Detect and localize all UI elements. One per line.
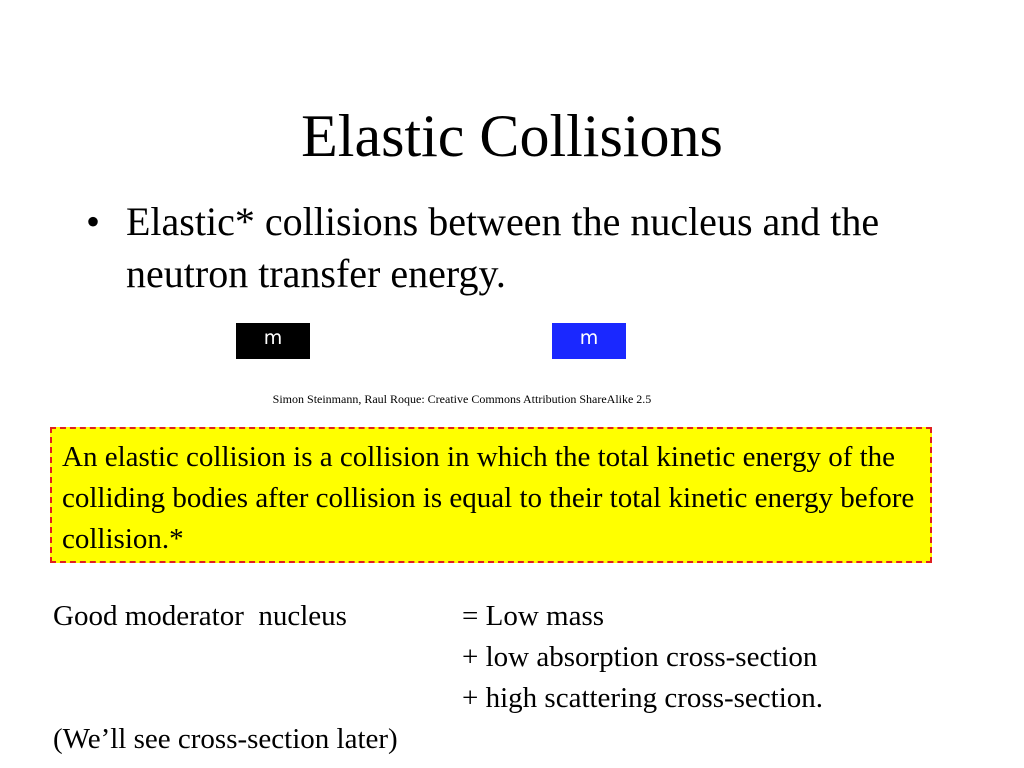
bullet-mark: • xyxy=(86,199,101,244)
mass-box-blue: m xyxy=(552,323,626,359)
moderator-row-2 xyxy=(53,637,953,678)
moderator-block xyxy=(53,596,953,760)
definition-box xyxy=(50,427,932,563)
bullet-text: Elastic* collisions between the nucleus and the neutron transfer energy. xyxy=(126,199,880,296)
moderator-row-3 xyxy=(53,678,953,719)
bullet-point xyxy=(86,196,956,300)
moderator-line-2: + low absorption cross-section xyxy=(462,641,818,673)
moderator-note: (We’ll see cross-section later) xyxy=(53,723,398,755)
moderator-row-1 xyxy=(53,596,953,637)
definition-text: An elastic collision is a collision in which the total kinetic energy of the colliding bodies after collision is equal to their total kinetic energy before collision.* xyxy=(62,441,915,555)
moderator-line-3: + high scattering cross-section. xyxy=(462,682,824,714)
moderator-line-1: = Low mass xyxy=(462,600,605,632)
moderator-label: Good moderator nucleus xyxy=(53,600,347,632)
image-credit: Simon Steinmann, Raul Roque: Creative Commons Attribution ShareAlike 2.5 xyxy=(272,392,652,406)
mass-box-black: m xyxy=(236,323,310,359)
moderator-row-4 xyxy=(53,719,953,760)
slide-title: Elastic Collisions xyxy=(301,103,723,169)
